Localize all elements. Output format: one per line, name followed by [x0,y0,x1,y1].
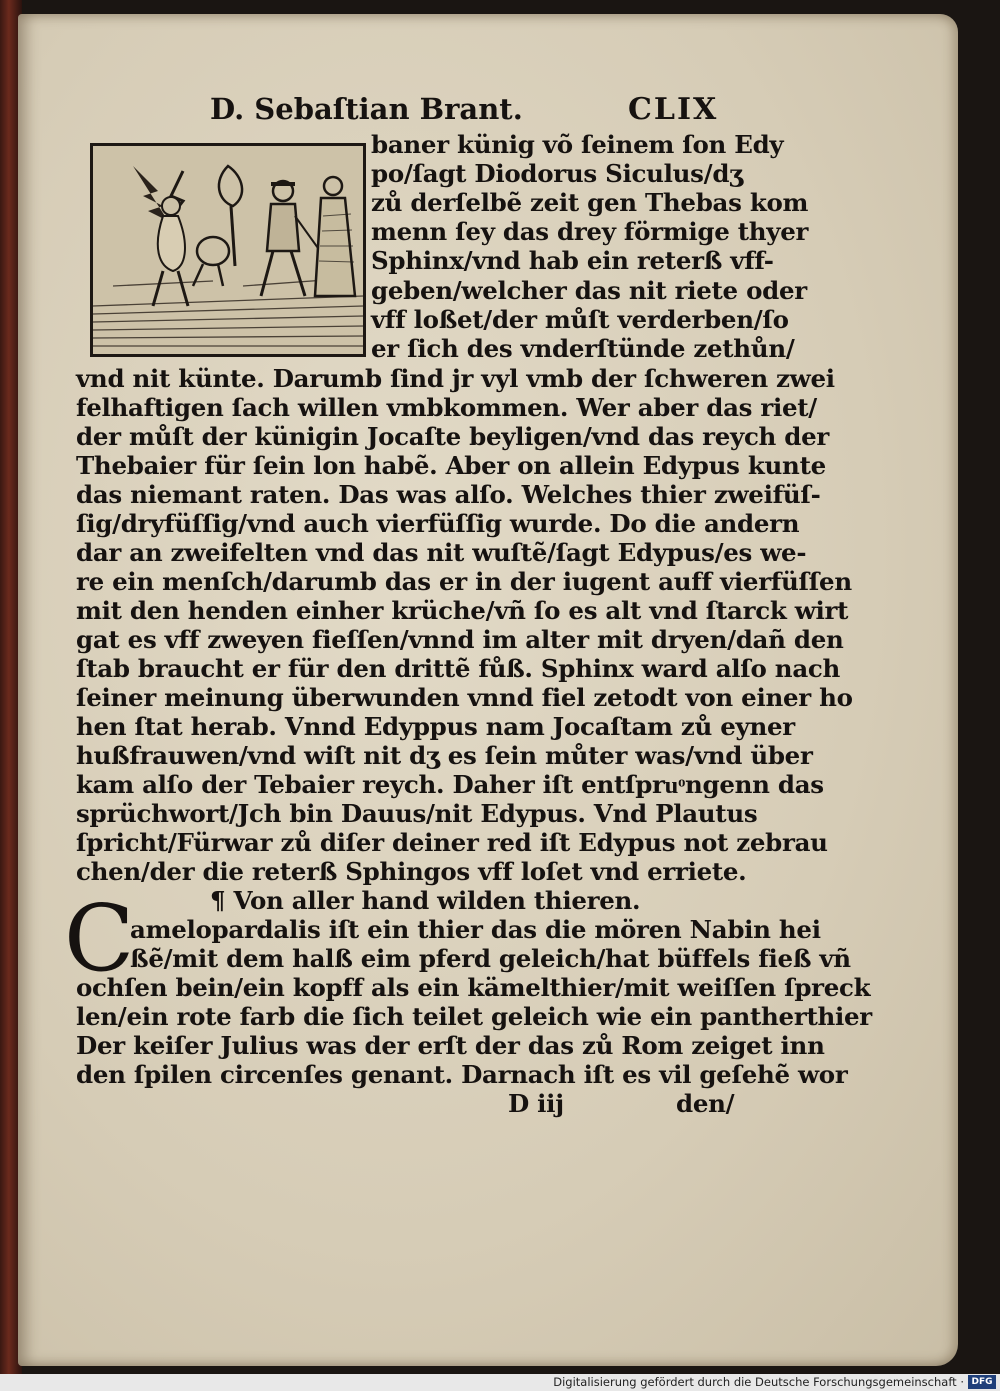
text-line: vnd nit künte. Darumb ſind jr vyl vmb der ſchweren zwei [76,364,835,393]
dfg-logo-icon: DFG [968,1375,996,1389]
text-line: mit den henden einher krüche/vñ ſo es alt vnd ſtarck wirt [76,596,849,625]
text-line: Der keiſer Julius was der erſt der das zů Rom zeiget inn [76,1031,825,1060]
running-title: D. Sebaſtian Brant. [210,92,523,126]
text-line: ßẽ/mit dem halß eim pferd geleich/hat büffels fieß vñ [130,944,851,973]
woodcut-illustration-sphinx-icon [90,143,366,357]
text-line: Sphinx/vnd hab ein reterß vff- [371,246,774,275]
text-line: sprüchwort/Jch bin Dauus/nit Edypus. Vnd Plautus [76,799,758,828]
text-line: gat es vff zweyen fieſſen/vnnd im alter mit dryen/dañ den [76,625,844,654]
text-line: baner künig võ ſeinem ſon Edy [371,130,784,159]
text-line: chen/der die reterß Sphingos vff loſet vnd erriete. [76,857,747,886]
signature-mark: D iij [508,1089,564,1118]
section-heading: ¶ Von aller hand wilden thieren. [210,886,641,915]
text-line: dar an zweifelten vnd das nit wuſtẽ/ſagt Edypus/es we- [76,538,807,567]
text-line: Thebaier für ſein lon habẽ. Aber on allein Edypus kunte [76,451,826,480]
text-line: kam alſo der Tebaier reych. Daher iſt entſpruͦngenn das [76,770,824,799]
text-line: po/ſagt Diodorus Siculus/dʒ [371,159,743,188]
text-line: den ſpilen circenſes genant. Darnach iſt es vil geſehẽ wor [76,1060,848,1089]
text-line: das niemant raten. Das was alſo. Welches thier zweifüſ- [76,480,821,509]
decorated-initial: C [64,885,135,992]
text-line: hen ſtat herab. Vnnd Edyppus nam Jocaſtam zů eyner [76,712,795,741]
text-line: amelopardalis iſt ein thier das die mören Nabin hei [130,915,821,944]
text-line: vff loßet/der můſt verderben/ſo [371,305,789,334]
text-line: ſtab braucht er für den drittẽ fůß. Sphinx ward alſo nach [76,654,841,683]
footer-bar [0,1374,1000,1391]
text-line: der můſt der künigin Jocaſte beyligen/vnd das reych der [76,422,830,451]
text-line: len/ein rote farb die ſich teilet geleich wie ein pantherthier [76,1002,872,1031]
text-line: ochſen bein/ein kopff als ein kämelthier/mit weiſſen ſpreck [76,973,871,1002]
folio-number: CLIX [628,92,719,127]
text-line: hußfrauwen/vnd wiſt nit dʒ es ſein můter was/vnd über [76,741,813,770]
text-line: menn ſey das drey förmige thyer [371,217,809,246]
funding-credit: Digitalisierung gefördert durch die Deutsche Forschungsgemeinschaft · [553,1375,964,1389]
text-line: ſpricht/Fürwar zů diſer deiner red iſt Edypus not zebrau [76,828,828,857]
text-line: geben/welcher das nit riete oder [371,276,807,305]
text-line: er ſich des vnderſtünde zethůn/ [371,334,795,363]
catchword: den/ [676,1089,735,1118]
text-line: re ein menſch/darumb das er in der iugent auff vierfüſſen [76,567,852,596]
pilcrow-icon: ¶ [210,886,234,915]
text-line: ſeiner meinung überwunden vnnd fiel zetodt von einer ho [76,683,853,712]
text-line: ſig/dryfüſſig/vnd auch vierfüſſig wurde. Do die andern [76,509,800,538]
text-line: felhaftigen ſach willen vmbkommen. Wer aber das riet/ [76,393,817,422]
text-line: zů derſelbẽ zeit gen Thebas kom [371,188,809,217]
